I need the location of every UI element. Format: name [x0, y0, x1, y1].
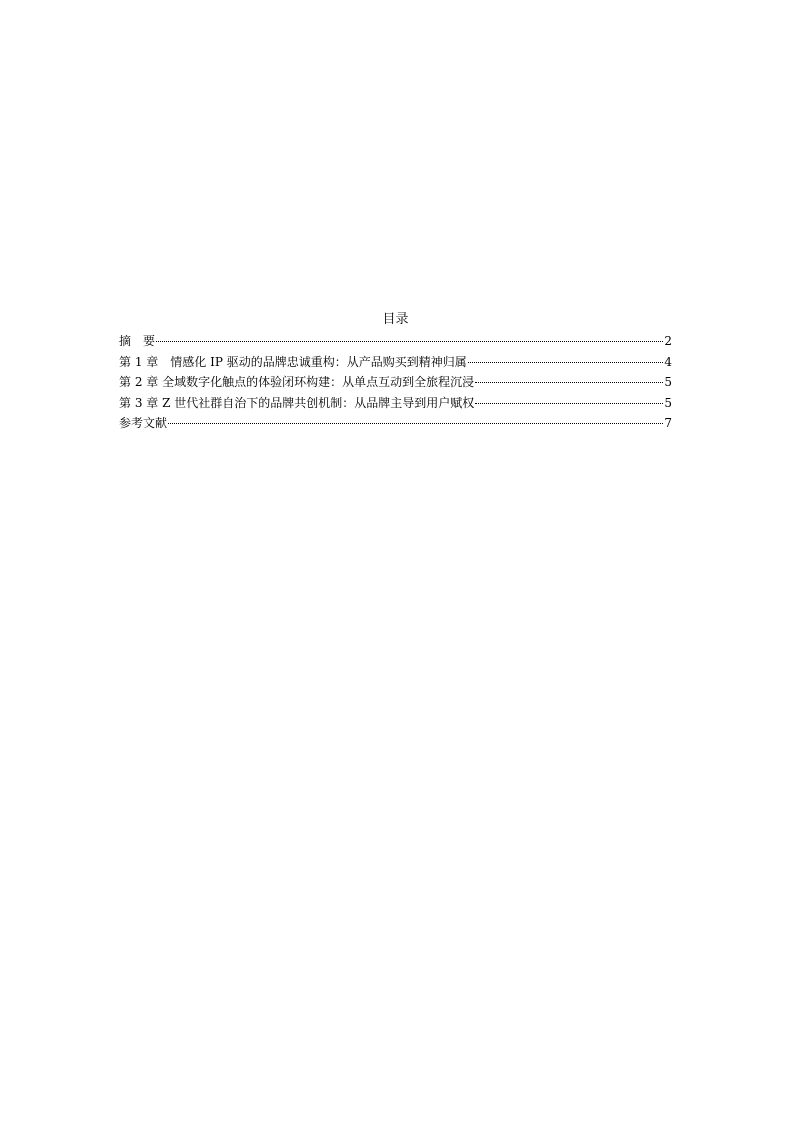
toc-entry-page: 7 — [664, 416, 672, 430]
toc-leader-dots — [475, 382, 663, 383]
toc-entry-chapter-1[interactable] — [119, 352, 672, 373]
toc-entry-chapter-2[interactable] — [119, 372, 672, 393]
toc-title: 目录 — [382, 312, 409, 327]
toc-entry-abstract[interactable] — [119, 331, 672, 352]
toc-leader-dots — [156, 341, 663, 342]
toc-entry-page: 4 — [664, 354, 672, 369]
toc-entry-page: 2 — [664, 334, 672, 348]
table-of-contents — [119, 311, 672, 434]
toc-entry-page: 5 — [664, 395, 672, 410]
toc-list — [119, 331, 672, 434]
toc-entry-label: 第 3 章 Z 世代社群自治下的品牌共创机制：从品牌主导到用户赋权 — [119, 395, 475, 410]
toc-entry-references[interactable] — [119, 413, 672, 434]
toc-entry-page: 5 — [664, 375, 672, 389]
toc-leader-dots — [468, 362, 664, 363]
toc-entry-label: 第 1 章 情感化 IP 驱动的品牌忠诚重构：从产品购买到精神归属 — [119, 354, 467, 369]
toc-leader-dots — [168, 423, 663, 424]
toc-entry-label: 第 2 章 全域数字化触点的体验闭环构建：从单点互动到全旅程沉浸 — [119, 375, 475, 389]
toc-entry-chapter-3[interactable] — [119, 393, 672, 414]
toc-entry-label: 摘 要 — [119, 334, 156, 348]
toc-entry-label: 参考文献 — [119, 416, 168, 430]
toc-leader-dots — [475, 403, 663, 404]
